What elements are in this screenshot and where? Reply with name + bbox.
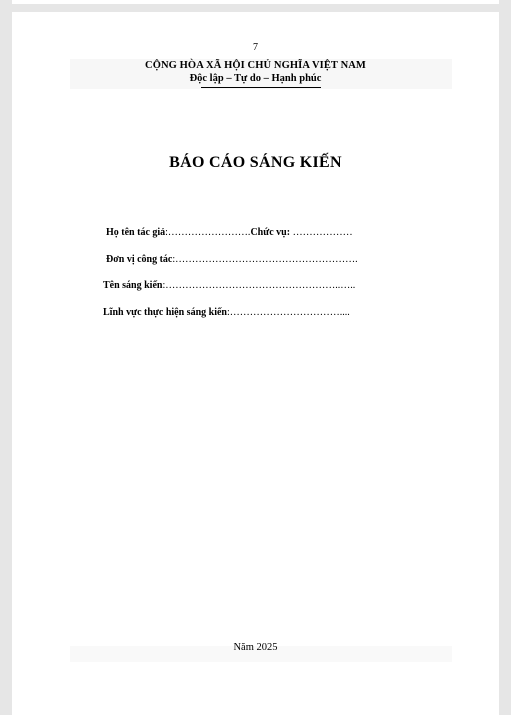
- unit-blank: :……………………………………………….: [172, 254, 358, 265]
- author-line: [106, 227, 353, 238]
- initiative-name-blank: :……………………………………………..…..: [162, 280, 356, 291]
- motto-underline: [201, 87, 321, 88]
- national-title: CỘNG HÒA XÃ HỘI CHỦ NGHĨA VIỆT NAM: [145, 60, 366, 71]
- position-label: Chức vụ:: [250, 227, 291, 238]
- national-motto: Độc lập – Tự do – Hạnh phúc: [189, 73, 322, 84]
- document-page: [12, 12, 499, 715]
- unit-label: Đơn vị công tác: [106, 254, 173, 265]
- initiative-field-blank: :……………………………....: [226, 307, 350, 318]
- author-blank: :…………………….: [165, 227, 251, 238]
- author-label: Họ tên tác giả: [106, 227, 166, 238]
- position-blank: ………………: [290, 227, 353, 238]
- unit-line: [106, 254, 358, 265]
- page-number: 7: [253, 42, 258, 53]
- report-year: Năm 2025: [233, 642, 278, 653]
- previous-page-edge: [12, 0, 499, 4]
- initiative-field-label: Lĩnh vực thực hiện sáng kiến: [103, 307, 227, 318]
- initiative-name-line: [103, 280, 355, 291]
- initiative-field-line: [103, 307, 350, 318]
- document-title: BÁO CÁO SÁNG KIẾN: [169, 154, 342, 171]
- initiative-name-label: Tên sáng kiến: [103, 280, 163, 291]
